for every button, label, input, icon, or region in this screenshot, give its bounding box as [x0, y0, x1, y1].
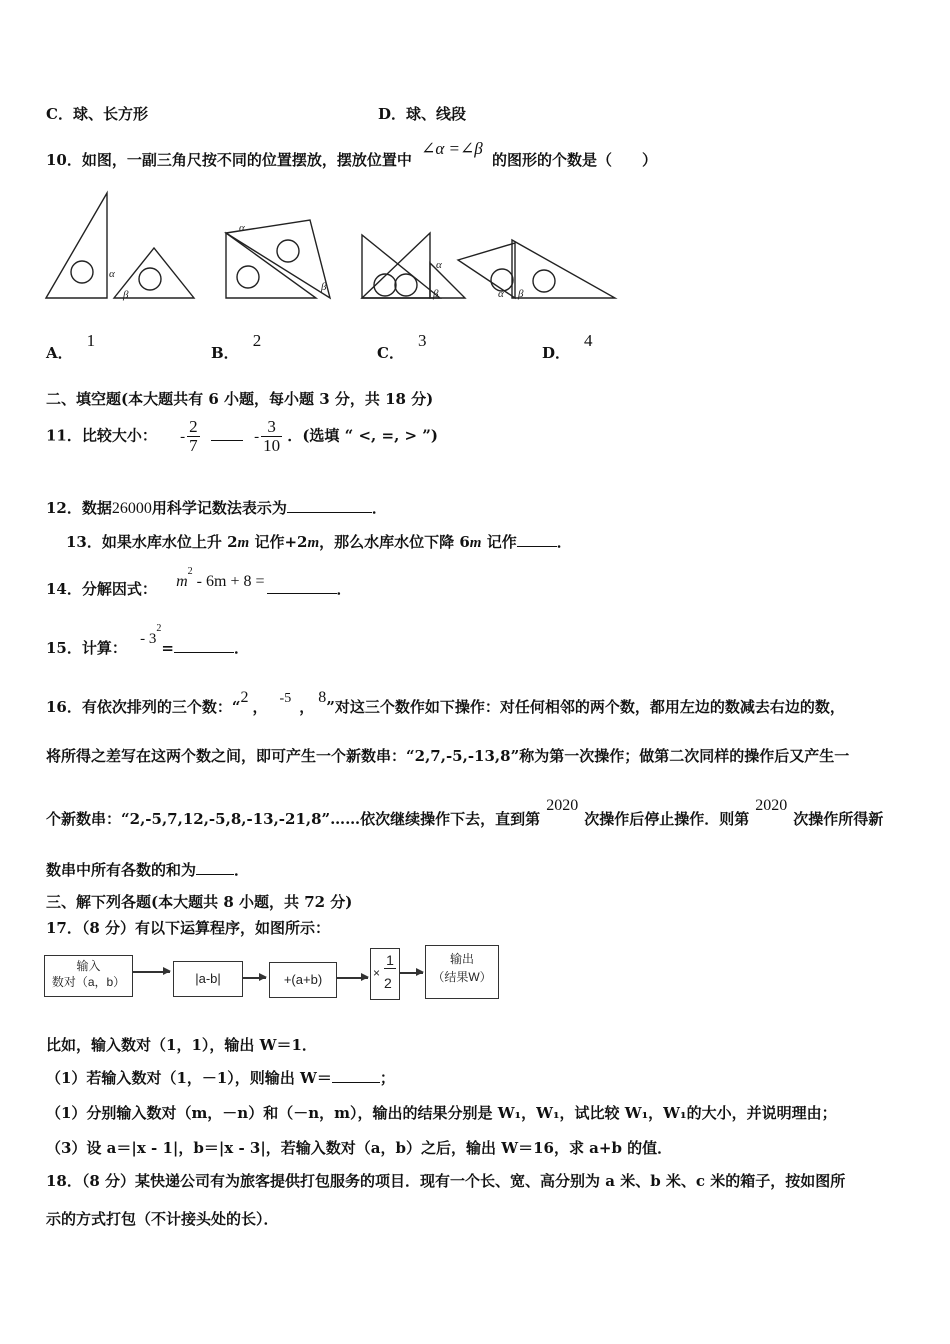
fig2-beta: β	[321, 281, 327, 293]
q10-prefix: 10．如图，一副三角尺按不同的位置摆放，摆放位置中	[46, 151, 412, 169]
question-16-line4: 数串中所有各数的和为 ．	[46, 861, 250, 879]
q12-answer-blank[interactable]	[287, 500, 372, 513]
section-3-title: 三、解下列各题(本大题共 8 小题，共 72 分)	[46, 893, 353, 911]
flow-abs-box: |a-b|	[173, 961, 243, 997]
choice-b[interactable]: B．2	[211, 331, 262, 362]
fig3-circle-2	[395, 274, 417, 296]
fraction-2-7: $\frac{2}{7}$	[189, 417, 198, 455]
q14-answer-blank[interactable]	[267, 581, 337, 594]
flow-arrow-2	[242, 977, 266, 979]
flow-arrow-3	[336, 977, 368, 979]
fraction-3-10: $\frac{3}{10}$	[263, 417, 281, 455]
choice-d[interactable]: D．4	[542, 331, 593, 362]
fig2-alpha: α	[239, 222, 245, 234]
question-15: 15．计算： - $3^2=$ ．	[46, 623, 249, 657]
flow-input-box: 输入 数对（a，b）	[44, 955, 133, 997]
q15-expression: - $3^2$	[140, 623, 162, 647]
option-c: C．球、长方形	[46, 105, 148, 123]
flow-arrow-4	[399, 972, 423, 974]
fig4-beta: β	[518, 288, 524, 300]
fig2-circle-left	[237, 266, 259, 288]
flow-sum-box: +(a+b)	[269, 962, 337, 998]
question-18-line2: 示的方式打包（不计接头处的长）．	[46, 1210, 279, 1228]
question-18-line1: 18．（8 分）某快递公司有为旅客提供打包服务的项目．现有一个长、宽、高分别为 a 米、b 米、c 米的箱子，按如图所	[46, 1172, 846, 1190]
question-10	[46, 139, 657, 170]
fig3-alpha: α	[436, 259, 442, 271]
question-16-line3: 个新数串：“2,-5,7,12,-5,8,-13,-21,8”……依次继续操作下去，直到第2020次操作后停止操作．则第2020次操作所得新	[46, 797, 884, 828]
q17-example: 比如，输入数对（1，1），输出 W＝1．	[46, 1036, 317, 1054]
question-16-line2: 将所得之差写在这两个数之间，即可产生一个新数串：“2,7,-5,-13,8”称为第一次操作；做第二次同样的操作后又产生一	[46, 747, 850, 765]
fig2-triangle-bottom	[226, 233, 316, 298]
fig1-circle-left	[71, 261, 93, 283]
q15-answer-blank[interactable]	[174, 640, 234, 653]
fig3-triangle-a	[362, 235, 440, 298]
flow-half-box: × 1 2	[370, 948, 400, 1000]
fig1-beta: β	[123, 289, 129, 301]
flow-arrow-1	[132, 971, 170, 973]
fig3-circle-1	[374, 274, 396, 296]
fig4-alpha: α	[498, 288, 504, 300]
fig4-circle-right	[533, 270, 555, 292]
q11-answer-blank[interactable]	[211, 428, 243, 441]
question-12: 12．数据26000用科学记数法表示为 ．	[46, 499, 387, 517]
question-14: 14．分解因式： $m^2 - 6m + 8$ = ．	[46, 566, 352, 598]
q17-part-2: （1）分别输入数对（m，－n）和（－n，m），输出的结果分别是 W₁，W₁，试比较 W₁，W₁的大小，并说明理由；	[46, 1104, 837, 1122]
choice-a[interactable]: A．1	[46, 331, 96, 362]
question-11: 11．比较大小： - $\frac{2}{7}$ - $\frac{3}{10}$ ．(选填 “ <, =, > ”)	[46, 417, 439, 455]
q17-part-3: （3）设 a＝|x - 1|，b＝|x - 3|，若输入数对（a，b）之后，输出 W＝16，求 a+b 的值．	[46, 1139, 673, 1157]
option-d: D．球、线段	[378, 105, 467, 123]
q13-answer-blank[interactable]	[517, 534, 557, 547]
fig2-circle-right	[277, 240, 299, 262]
flow-output-box: 输出 （结果W）	[425, 945, 499, 999]
question-17-title: 17．（8 分）有以下运算程序，如图所示：	[46, 919, 331, 937]
choice-c[interactable]: C．3	[377, 331, 427, 362]
q17-answer-blank[interactable]	[332, 1070, 380, 1083]
question-13: 13．如果水库水位上升 2m 记作+2m，那么水库水位下降 6m 记作 ．	[66, 533, 572, 551]
fig4-triangle-right	[512, 240, 615, 298]
section-2-title: 二、填空题(本大题共有 6 小题，每小题 3 分，共 18 分)	[46, 390, 434, 408]
question-16-line1: 16．有依次排列的三个数：“2， -5 ，8”对这三个数作如下操作：对任何相邻的两个数，都用左边的数减去右边的数，	[46, 689, 845, 716]
fig3-beta: β	[433, 288, 439, 300]
q16-answer-blank[interactable]	[196, 862, 234, 875]
triangle-rulers-figure	[40, 185, 630, 310]
fig1-circle-right	[139, 268, 161, 290]
fig1-alpha: α	[109, 268, 115, 280]
q14-expression: $m^2 - 6m + 8$ =	[176, 566, 265, 590]
q17-part-1: （1）若输入数对（1，－1），则输出 W＝ ；	[46, 1069, 395, 1087]
q10-condition: ∠α =∠β	[421, 139, 483, 158]
q10-suffix: 的图形的个数是（ ）	[491, 151, 657, 169]
